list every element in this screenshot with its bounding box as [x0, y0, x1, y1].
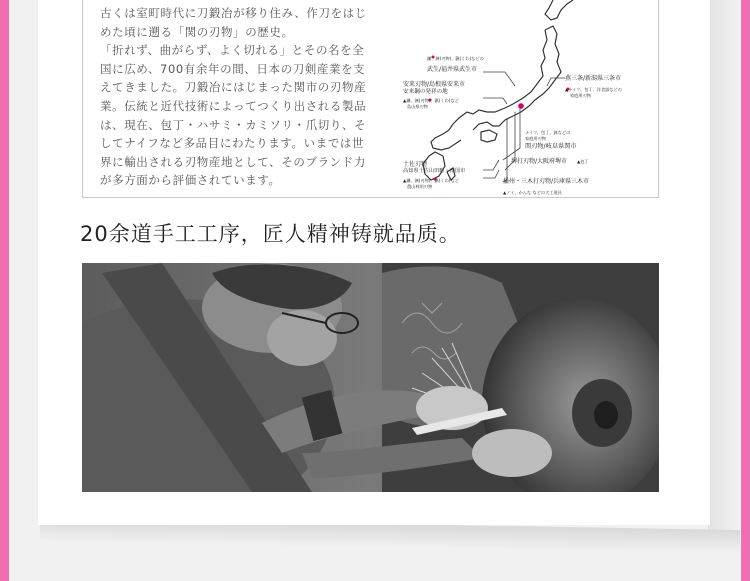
map-label-sanjo: 燕三条/新潟県三条市: [565, 75, 622, 82]
map-label-seki: 関刃物/岐阜県関市: [525, 143, 577, 150]
map-label-sanjo-note: ▲ナイフ、包丁、洋食器などの: [565, 87, 622, 92]
map-label-yasugi-sub: 安来鋼の発祥の地: [403, 89, 448, 95]
map-label-tosa-note: ▲鎌、鋏(刃物)、鍬(くわ)など: [403, 178, 459, 183]
seki-marker: [518, 103, 524, 109]
intro-paragraph-2: 「折れず、曲がらず、よく切れる」とその名を全国に広め、700有余年の間、日本の刀剣産業を支えてきました。刀鍛冶にはじまった関市の刃物産業。伝統と近代技術によってつくり出される製品は、現在、包丁・ハサミ・カミソリ・爪切り、そしてナイフなど多品目にわたります。いまでは世界に輸出される刃物産地として、そのブランド力が多方面から評価されています。: [100, 43, 367, 188]
map-svg: [395, 0, 657, 197]
map-label-yasugi: 安来刃物/島根県安来市: [403, 81, 466, 88]
map-leader-lines: [483, 72, 568, 182]
right-pink-border: [741, 0, 750, 581]
map-label-yasugi-note: ▲鎌、鋏(刃物)、鍬(くわ)など: [403, 98, 459, 103]
map-label-miki: 播州・三木打刃物/兵庫県三木市: [503, 178, 590, 185]
map-label-sakai-note: ▲包丁: [577, 159, 589, 164]
map-label-miki-note: ▲ノミ、かんな などの大工道具: [503, 190, 562, 195]
map-label-tosa-note2: 農山林用刃物: [407, 184, 433, 189]
map-label-tosa: 土佐刃物: [403, 161, 428, 168]
craftsman-sharpening-icon: [82, 263, 659, 492]
map-label-tosa-sub: 高知県土佐山田町・南国市: [403, 168, 466, 174]
intro-text: [100, 4, 370, 190]
left-pink-border: [0, 0, 9, 581]
map-label-sakai: 堺打刃物/大阪府堺市: [511, 158, 568, 165]
section-heading: 20余道手工工序，匠人精神铸就品质。: [80, 222, 461, 246]
craftsman-photo: [82, 263, 659, 492]
map-label-seki-note: ナイフ、包丁、鉢などの: [525, 130, 571, 135]
map-label-takefu: 武生/福井県武生市: [427, 66, 478, 73]
intro-paragraph-1: 古くは室町時代に刀鍛冶が移り住み、作刀をはじめた頃に遡る「関の刃物」の歴史。: [100, 6, 367, 39]
card-shadow: [708, 0, 738, 545]
map-label-seki-note2: 家庭用刃物: [525, 136, 546, 141]
map-label-takefu-note: 鎌、鋏(刃物)、鍬(くわ)などの: [427, 56, 484, 61]
map-label-yasugi-note2: 島山県刃物: [407, 104, 428, 109]
japan-blade-map: [395, 0, 657, 197]
map-label-sanjo-note2: 家庭用刃物: [570, 93, 591, 98]
